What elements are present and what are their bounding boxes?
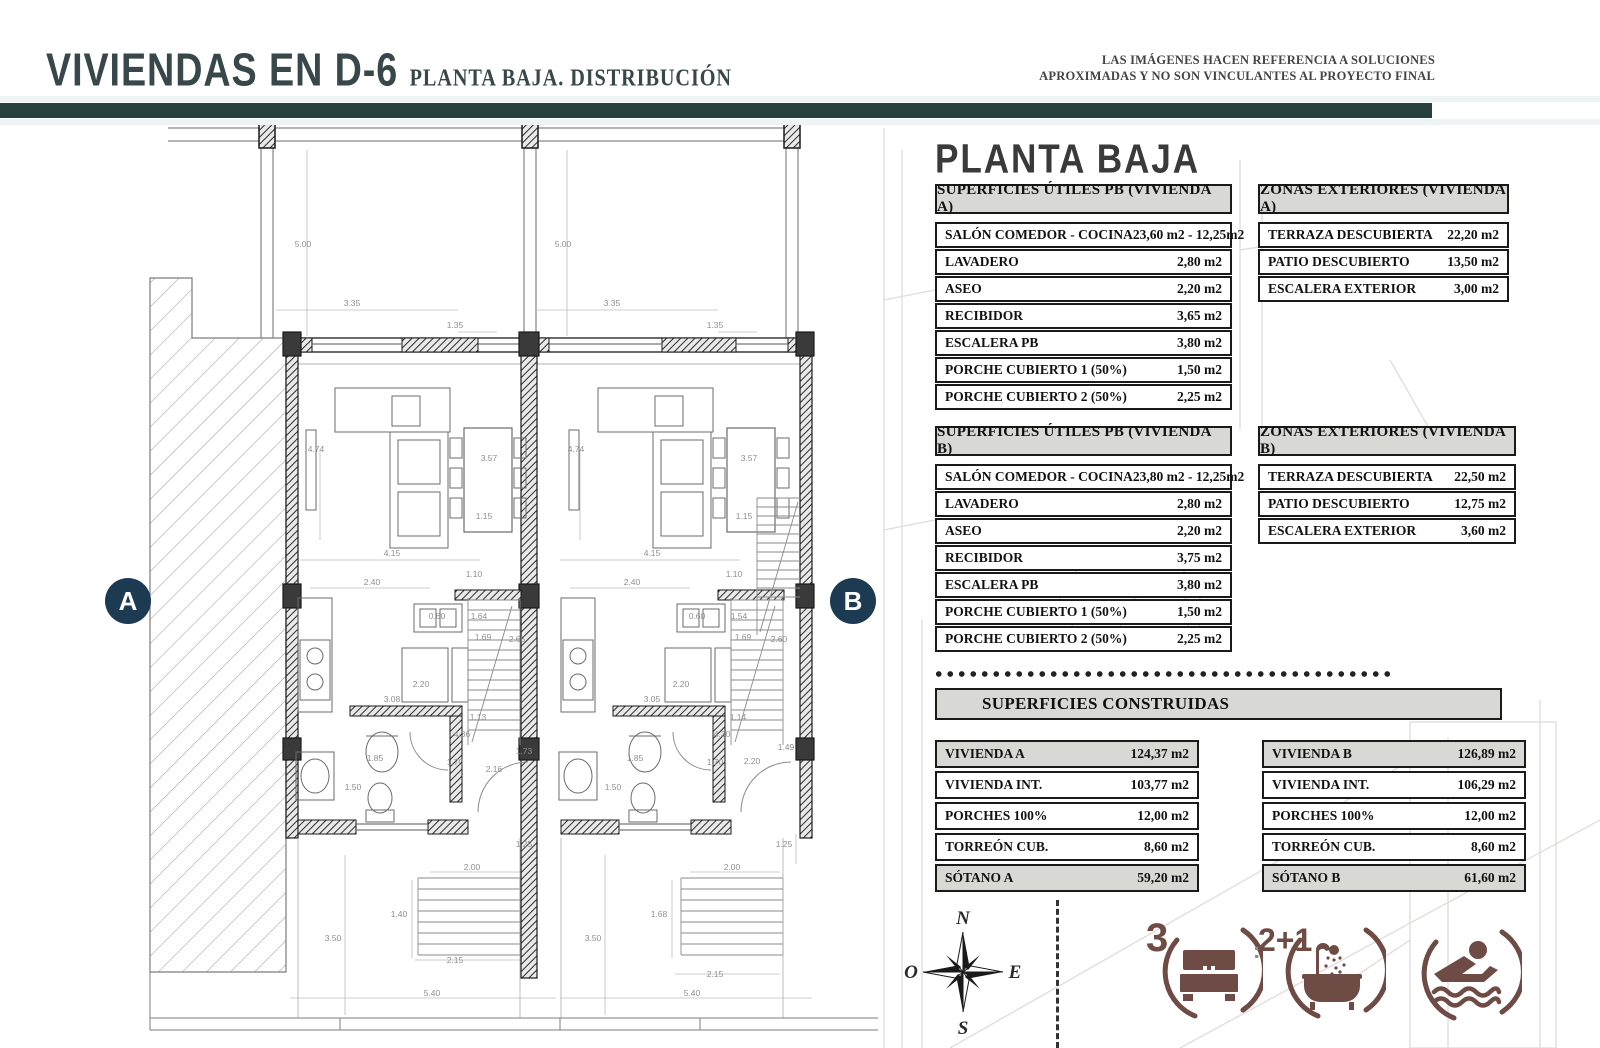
table-row: PORCHE CUBIERTO 1 (50%) 1,50 m2 <box>935 357 1232 383</box>
dim-label: 1.70 <box>706 757 724 767</box>
dim-label: 1.10 <box>465 569 483 579</box>
dim-label: 4.30 <box>713 729 731 739</box>
compass-east-label: E <box>1008 962 1022 983</box>
table-row: ESCALERA PB 3,80 m2 <box>935 330 1232 356</box>
dimension-labels <box>295 239 795 998</box>
divider-tint <box>0 119 1600 125</box>
dim-label: 1.35 <box>446 320 464 330</box>
table-row: PORCHES 100% 12,00 m2 <box>1262 802 1526 830</box>
dim-label: 1.85 <box>366 753 384 763</box>
table-row: ESCALERA EXTERIOR 3,60 m2 <box>1258 518 1516 544</box>
dim-label: 1.85 <box>626 753 644 763</box>
exterior-stair-b <box>757 498 800 635</box>
dim-label: 1.49 <box>777 742 795 752</box>
dim-label: 1.10 <box>725 569 743 579</box>
hatched-ground <box>150 278 286 972</box>
dim-label: 1.35 <box>706 320 724 330</box>
dim-label: 2.60 <box>770 634 788 644</box>
dim-label: 2.00 <box>463 862 481 872</box>
header-divider-bar <box>0 103 1432 118</box>
table-row: SÓTANO A 59,20 m2 <box>935 864 1199 892</box>
dim-label: 1.68 <box>650 909 668 919</box>
dim-label: 1.50 <box>604 782 622 792</box>
dim-label: 2.15 <box>706 969 724 979</box>
dimension-lines <box>276 150 812 1015</box>
dim-label: 1.40 <box>390 909 408 919</box>
table-row: VIVIENDA INT. 106,29 m2 <box>1262 771 1526 799</box>
dim-label: 4.15 <box>643 548 661 558</box>
table-row: RECIBIDOR 3,65 m2 <box>935 303 1232 329</box>
dim-label: 3.35 <box>343 298 361 308</box>
compass-rose <box>898 900 1028 1045</box>
dim-label: 4.15 <box>383 548 401 558</box>
table-header-construidas: SUPERFICIES CONSTRUIDAS <box>935 688 1502 720</box>
bedroom-count: 3 <box>1146 916 1169 960</box>
dim-label: 1.70 <box>446 757 464 767</box>
table-row: SALÓN COMEDOR - COCINA 23,80 m2 - 12,25m2 <box>935 464 1232 490</box>
dim-label: 1.50 <box>344 782 362 792</box>
dim-label: 2.00 <box>723 862 741 872</box>
compass-west-label: O <box>904 962 918 983</box>
dim-label: 1.69 <box>734 632 752 642</box>
dim-label: 1.69 <box>474 632 492 642</box>
dim-label: 1.13 <box>469 712 487 722</box>
site-boundary <box>150 972 878 1030</box>
table-row: PORCHES 100% 12,00 m2 <box>935 802 1199 830</box>
table-header-zonas-b: ZONAS EXTERIORES (VIVIENDA B) <box>1258 426 1516 456</box>
table-row: TORREÓN CUB. 8,60 m2 <box>1262 833 1526 861</box>
dim-label: 2.40 <box>363 577 381 587</box>
dim-label: 2.40 <box>623 577 641 587</box>
table-row: RECIBIDOR 3,75 m2 <box>935 545 1232 571</box>
page-subtitle: PLANTA BAJA. DISTRIBUCIÓN <box>409 63 732 92</box>
dim-label: 1.25 <box>775 839 793 849</box>
table-row: PORCHE CUBIERTO 2 (50%) 2,25 m2 <box>935 384 1232 410</box>
dim-label: 4.74 <box>567 444 585 454</box>
table-row: PORCHE CUBIERTO 1 (50%) 1,50 m2 <box>935 599 1232 625</box>
table-row: VIVIENDA INT. 103,77 m2 <box>935 771 1199 799</box>
dim-label: 2.15 <box>446 955 464 965</box>
dim-label: 0.60 <box>428 611 446 621</box>
dim-label: 1.73 <box>515 746 533 756</box>
pool-icon <box>1412 916 1522 1031</box>
table-row: LAVADERO 2,80 m2 <box>935 491 1232 517</box>
dim-label: 1.15 <box>735 511 753 521</box>
dim-label: 5.40 <box>423 988 441 998</box>
bathroom-count: 2+1 <box>1258 922 1313 958</box>
table-row: PORCHE CUBIERTO 2 (50%) 2,25 m2 <box>935 626 1232 652</box>
main-walls <box>283 332 814 978</box>
compass-north-label: N <box>956 908 970 929</box>
bathrooms-icon <box>1278 916 1386 1029</box>
dim-label: 3.50 <box>324 933 342 943</box>
table-row: ESCALERA EXTERIOR 3,00 m2 <box>1258 276 1509 302</box>
dim-label: 5.00 <box>294 239 312 249</box>
front-wall <box>286 338 812 364</box>
dim-label: 3.08 <box>383 694 401 704</box>
dim-label: 1.25 <box>515 839 533 849</box>
table-header-zonas-a: ZONAS EXTERIORES (VIVIENDA A) <box>1258 184 1509 214</box>
dotted-divider <box>933 670 1395 678</box>
table-row: ESCALERA PB 3,80 m2 <box>935 572 1232 598</box>
dim-label: 1.14 <box>729 712 747 722</box>
dim-label: 5.40 <box>683 988 701 998</box>
bedrooms-icon <box>1155 916 1263 1029</box>
table-header-utiles-a: SUPERFICIES ÚTILES PB (VIVIENDA A) <box>935 184 1232 214</box>
disclaimer-text: LAS IMÁGENES HACEN REFERENCIA A SOLUCIONES APROXIMADAS Y NO SON VINCULANTES AL PROYECTO FINAL <box>1039 53 1435 83</box>
table-row: PATIO DESCUBIERTO 12,75 m2 <box>1258 491 1516 517</box>
dim-label: 2.20 <box>672 679 690 689</box>
section-dashed-line <box>1056 900 1059 1048</box>
dim-label: 0.60 <box>688 611 706 621</box>
table-row: LAVADERO 2,80 m2 <box>935 249 1232 275</box>
compass-south-label: S <box>957 1018 969 1039</box>
divider-tint <box>0 96 1600 102</box>
page-title: VIVIENDAS EN D-6 PLANTA BAJA. DISTRIBUCIÓN <box>46 44 732 96</box>
table-row: SALÓN COMEDOR - COCINA 23,60 m2 - 12,25m2 <box>935 222 1232 248</box>
dim-label: 1.15 <box>475 511 493 521</box>
dim-label: 3.57 <box>480 453 498 463</box>
table-row: TERRAZA DESCUBIERTA 22,50 m2 <box>1258 464 1516 490</box>
dim-label: 3.05 <box>643 694 661 704</box>
dim-label: 1.54 <box>730 611 748 621</box>
dim-label: 4.74 <box>307 444 325 454</box>
compass-star <box>923 932 1003 1012</box>
table-header-utiles-b: SUPERFICIES ÚTILES PB (VIVIENDA B) <box>935 426 1232 456</box>
table-row: SÓTANO B 61,60 m2 <box>1262 864 1526 892</box>
dim-label: 4.36 <box>453 729 471 739</box>
feature-separator: : <box>1253 938 1261 963</box>
grid-lines <box>168 128 800 338</box>
dim-label: 2.65 <box>508 634 526 644</box>
panel-heading: PLANTA BAJA <box>935 136 1201 182</box>
table-row: VIVIENDA A 124,37 m2 <box>935 740 1199 768</box>
dim-label: 1.64 <box>470 611 488 621</box>
table-row: TERRAZA DESCUBIERTA 22,20 m2 <box>1258 222 1509 248</box>
dim-label: 5.00 <box>554 239 572 249</box>
dim-label: 2.20 <box>743 756 761 766</box>
table-row: ASEO 2,20 m2 <box>935 276 1232 302</box>
unit-b-marker: B <box>830 578 876 624</box>
dim-label: 3.57 <box>740 453 758 463</box>
table-row: PATIO DESCUBIERTO 13,50 m2 <box>1258 249 1509 275</box>
dim-label: 2.16 <box>485 764 503 774</box>
table-row: TORREÓN CUB. 8,60 m2 <box>935 833 1199 861</box>
dim-label: 3.50 <box>584 933 602 943</box>
table-row: VIVIENDA B 126,89 m2 <box>1262 740 1526 768</box>
dim-label: 2.20 <box>412 679 430 689</box>
table-row: ASEO 2,20 m2 <box>935 518 1232 544</box>
dim-label: 3.35 <box>603 298 621 308</box>
unit-a-marker: A <box>105 578 151 624</box>
